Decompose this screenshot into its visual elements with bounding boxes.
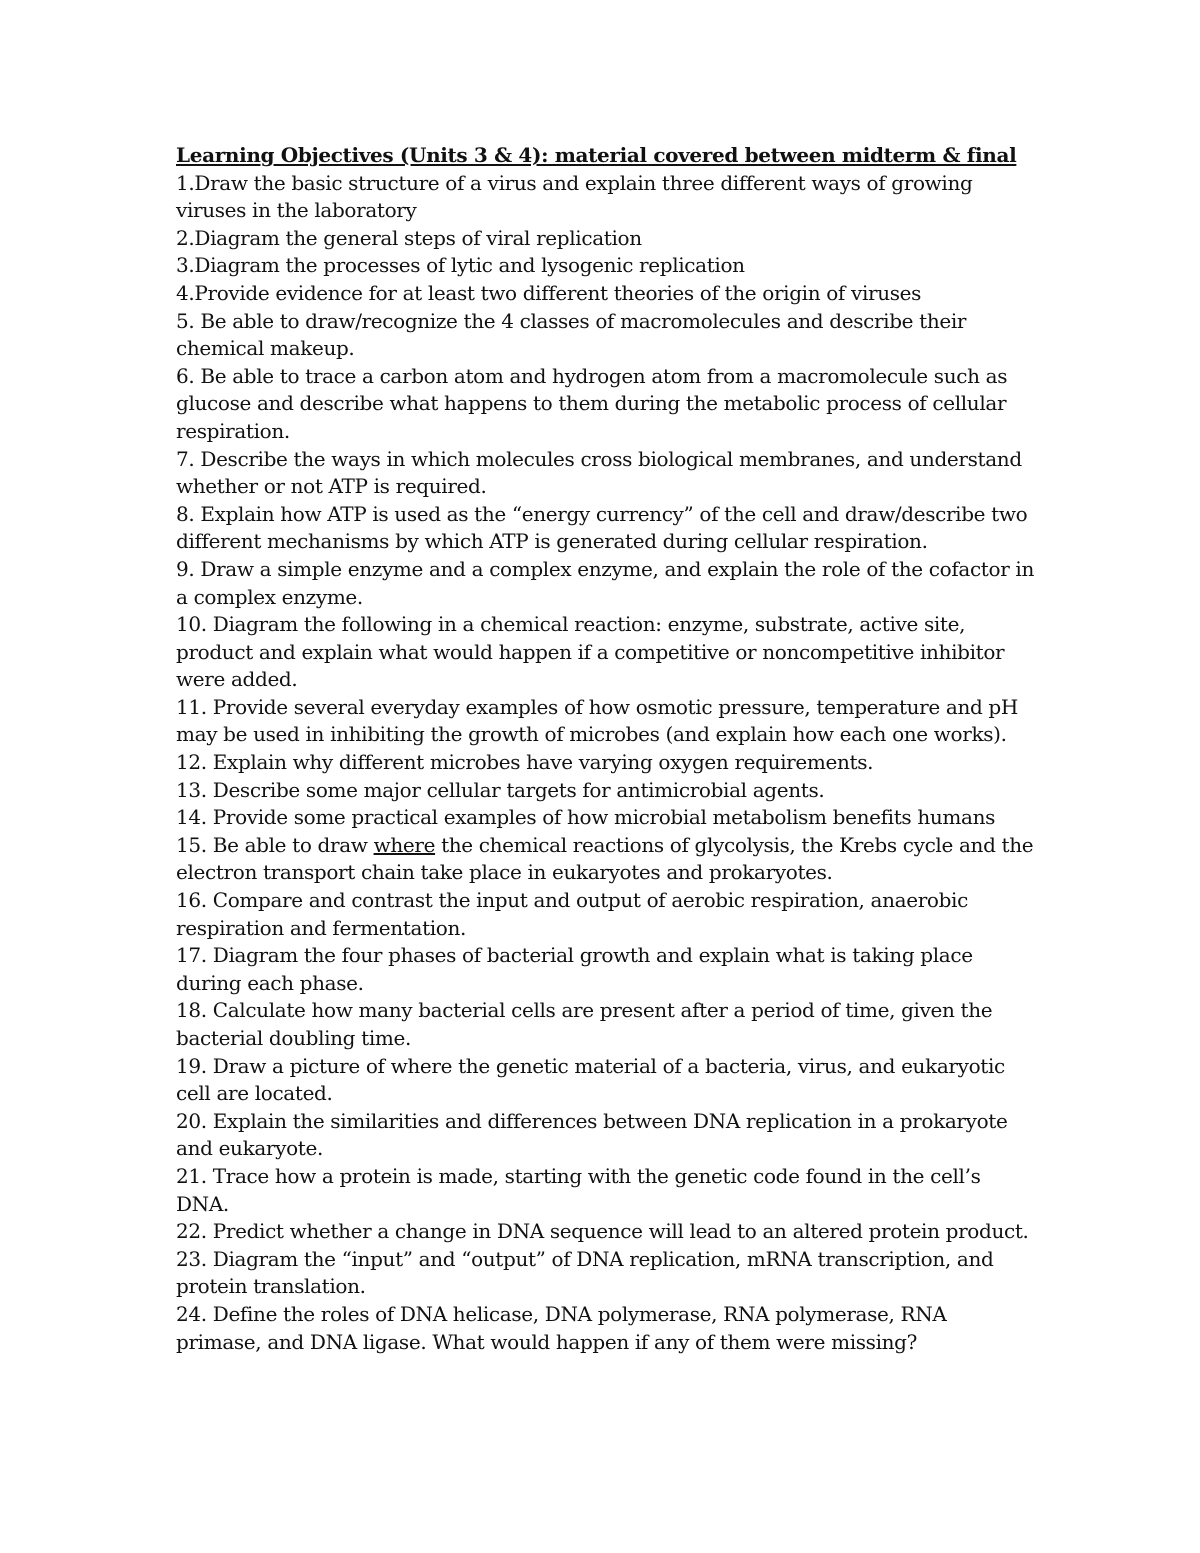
objective-item: 22. Predict whether a change in DNA sequence will lead to an altered protein product. [176,1219,1029,1244]
objective-item: 10. Diagram the following in a chemical reaction: enzyme, substrate, active site, product and explain what would happen if a competitive or noncompetitive inhibitor were added. [176,612,1005,692]
objective-item: 20. Explain the similarities and differences between DNA replication in a prokaryote and eukaryote. [176,1108,1008,1161]
objective-item: 7. Describe the ways in which molecules cross biological membranes, and understand whether or not ATP is required. [176,446,1022,499]
objective-text-after: the chemical reactions of glycolysis, the Krebs cycle and the electron transport chain take place in eukaryotes and prokaryotes. [176,832,1034,885]
objective-item: 13. Describe some major cellular targets for antimicrobial agents. [176,777,825,802]
objective-item: 11. Provide several everyday examples of how osmotic pressure, temperature and pH may be used in inhibiting the growth of microbes (and explain how each one works). [176,694,1018,747]
objective-item: 3.Diagram the processes of lytic and lysogenic replication [176,253,745,278]
objective-text-before: 15. Be able to draw [176,832,374,857]
objective-item: 4.Provide evidence for at least two different theories of the origin of viruses [176,280,922,305]
objective-item: 12. Explain why different microbes have varying oxygen requirements. [176,750,874,775]
objective-item: 16. Compare and contrast the input and output of aerobic respiration, anaerobic respiration and fermentation. [176,888,968,940]
objective-item: 24. Define the roles of DNA helicase, DNA polymerase, RNA polymerase, RNA primase, and DNA ligase. What would happen if any of them were missing? [176,1301,947,1354]
objective-item: 21. Trace how a protein is made, starting with the genetic code found in the cell’s DNA. [176,1163,981,1216]
document-title: Learning Objectives (Units 3 & 4): material covered between midterm & final [176,143,1017,167]
underlined-word: where [373,832,436,857]
objective-item: 14. Provide some practical examples of how microbial metabolism benefits humans [176,805,996,830]
objective-item [176,832,1036,887]
document-page [176,142,1036,1356]
objective-item: 8. Explain how ATP is used as the “energy currency” of the cell and draw/describe two different mechanisms by which ATP is generated during cellular respiration. [176,501,1028,554]
objective-item: 19. Draw a picture of where the genetic material of a bacteria, virus, and eukaryotic cell are located. [176,1053,1005,1106]
objective-item: 5. Be able to draw/recognize the 4 classes of macromolecules and describe their chemical makeup. [176,308,967,361]
objective-item: 9. Draw a simple enzyme and a complex enzyme, and explain the role of the cofactor in a complex enzyme. [176,556,1034,609]
objective-item: 18. Calculate how many bacterial cells are present after a period of time, given the bacterial doubling time. [176,998,993,1050]
objective-item: 6. Be able to trace a carbon atom and hydrogen atom from a macromolecule such as glucose and describe what happens to them during the metabolic process of cellular respiration. [176,363,1008,443]
objective-item: 17. Diagram the four phases of bacterial growth and explain what is taking place during each phase. [176,943,973,995]
objective-item: 2.Diagram the general steps of viral replication [176,225,642,250]
objective-item: 23. Diagram the “input” and “output” of DNA replication, mRNA transcription, and protein translation. [176,1246,994,1299]
objectives-list [176,170,1036,1357]
objective-item: 1.Draw the basic structure of a virus and explain three different ways of growing viruses in the laboratory [176,170,973,223]
